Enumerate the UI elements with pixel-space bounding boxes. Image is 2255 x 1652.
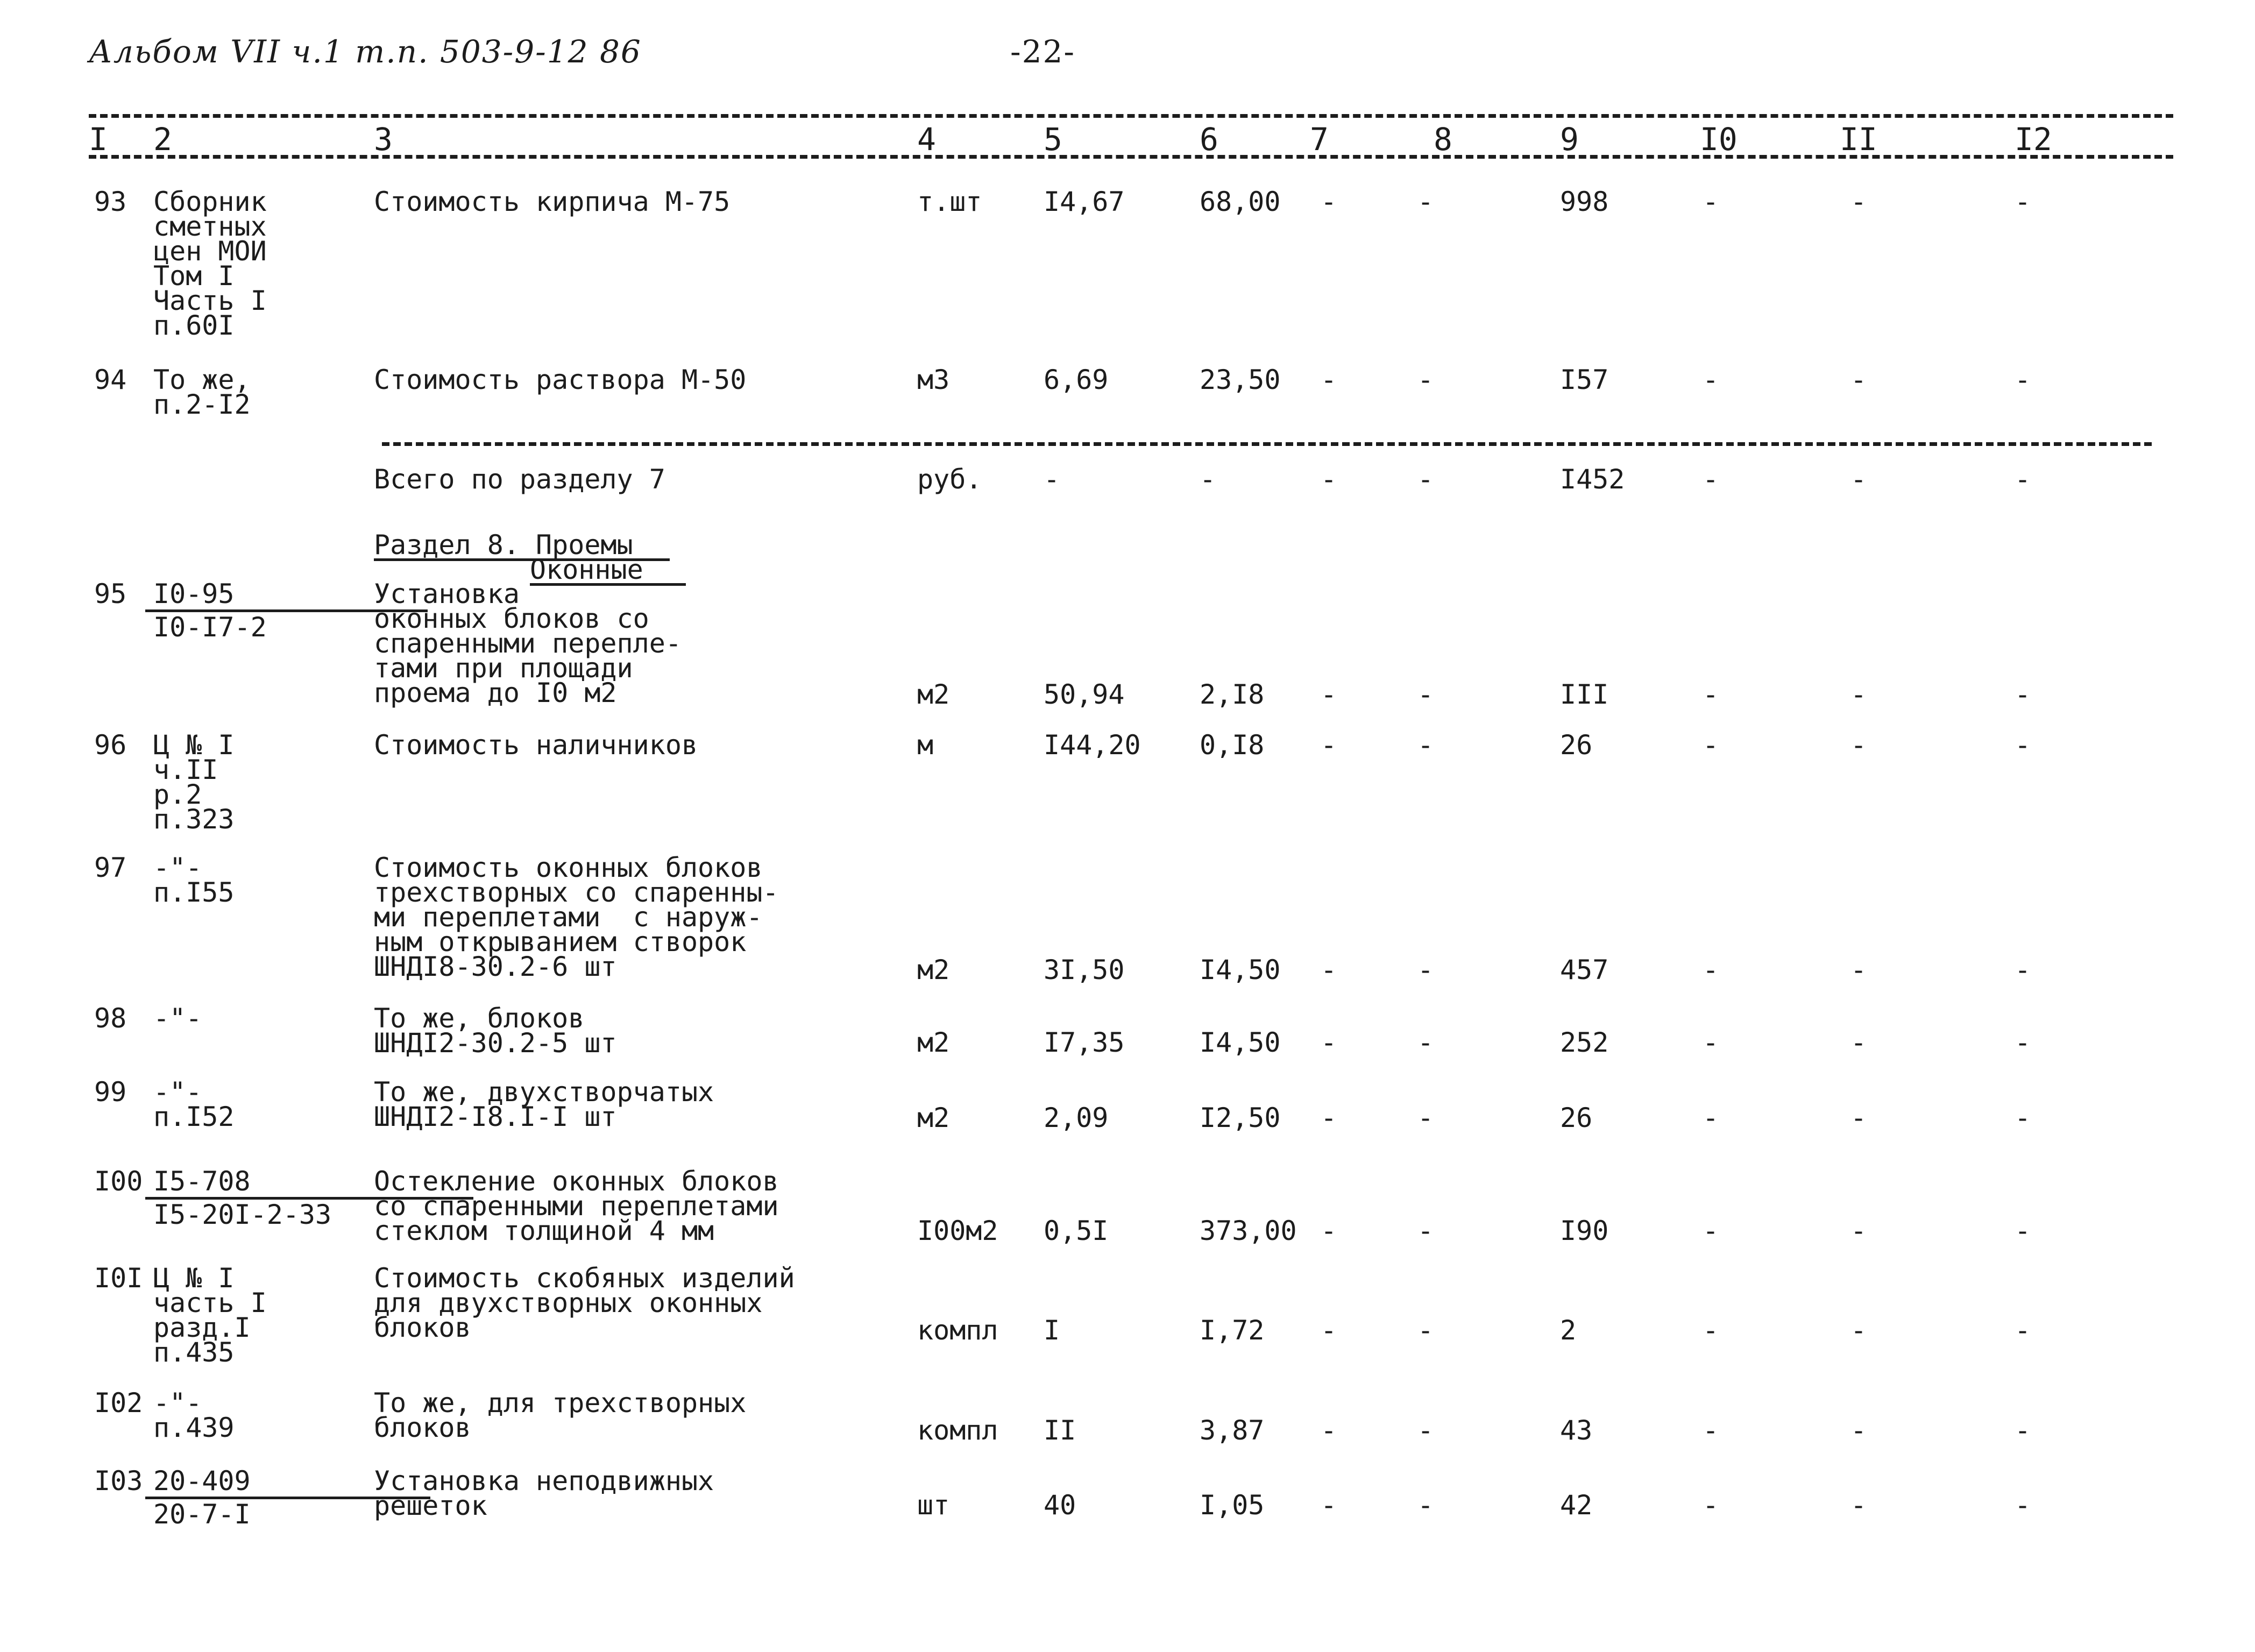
col11-cell: - [1850,364,1867,395]
col8-cell: - [1417,464,1434,495]
source-ref-numerator: 20-409 [153,1465,251,1497]
unit-price-cell: I,72 [1200,1315,1265,1346]
col7-cell: - [1321,464,1337,495]
source-ref-denominator: 20-7-I [153,1499,251,1530]
source-ref-line: п.60I [153,310,235,341]
description-line: проема до I0 м2 [374,677,617,708]
total-cell: 26 [1560,729,1593,761]
source-ref-line: -"- [153,1387,202,1419]
description-line: ным открыванием створок [374,926,747,958]
column-header-6: 6 [1200,121,1218,158]
unit-cell: м2 [917,1027,950,1058]
source-ref-line: Ц № I [153,1263,235,1294]
quantity-cell: 40 [1044,1490,1076,1521]
col10-cell: - [1703,1315,1719,1346]
source-ref-line: цен МОИ [153,236,267,267]
source-ref-line: п.323 [153,804,235,835]
total-cell: I57 [1560,364,1609,395]
quantity-cell: 50,94 [1044,679,1125,710]
unit-cell: шт [917,1490,950,1521]
unit-price-cell: 0,I8 [1200,729,1265,761]
description-line: Стоимость скобяных изделий [374,1263,795,1294]
column-header-12: I2 [2015,121,2052,158]
col11-cell: - [1850,729,1867,761]
col10-cell: - [1703,1415,1719,1446]
col10-cell: - [1703,1490,1719,1521]
col12-cell: - [2015,1490,2031,1521]
description-line: То же, блоков [374,1003,585,1034]
col12-cell: - [2015,1027,2031,1058]
row-number: 99 [94,1076,127,1108]
col11-cell: - [1850,1215,1867,1246]
unit-price-cell: 23,50 [1200,364,1281,395]
col8-cell: - [1417,679,1434,710]
col10-cell: - [1703,1027,1719,1058]
description-line: Установка [374,578,520,609]
quantity-cell: 3I,50 [1044,954,1125,985]
column-header-7: 7 [1310,121,1329,158]
col8-cell: - [1417,1215,1434,1246]
row-number: 93 [94,186,127,217]
source-ref-line: р.2 [153,779,202,810]
col7-cell: - [1321,679,1337,710]
col11-cell: - [1850,1027,1867,1058]
col12-cell: - [2015,1415,2031,1446]
source-ref-line: п.435 [153,1337,235,1368]
quantity-cell: I4,67 [1044,186,1125,217]
col10-cell: - [1703,186,1719,217]
col12-cell: - [2015,364,2031,395]
col11-cell: - [1850,464,1867,495]
col10-cell: - [1703,954,1719,985]
description-line: То же, двухстворчатых [374,1076,714,1108]
row-number: 96 [94,729,127,761]
unit-price-cell: 2,I8 [1200,679,1265,710]
quantity-cell: I7,35 [1044,1027,1125,1058]
unit-cell: компл [917,1315,998,1346]
col12-cell: - [2015,1215,2031,1246]
quantity-cell: 0,5I [1044,1215,1109,1246]
unit-cell: м2 [917,954,950,985]
col11-cell: - [1850,679,1867,710]
unit-cell: м2 [917,679,950,710]
source-ref-line: п.I52 [153,1101,235,1132]
column-header-10: I0 [1700,121,1738,158]
col11-cell: - [1850,1315,1867,1346]
col10-cell: - [1703,1102,1719,1133]
col8-cell: - [1417,954,1434,985]
unit-cell: м2 [917,1102,950,1133]
total-cell: 252 [1560,1027,1609,1058]
unit-price-cell: I2,50 [1200,1102,1281,1133]
row-number: 97 [94,852,127,883]
description-line: То же, для трехстворных [374,1387,747,1419]
row-number: 95 [94,578,127,609]
section-heading: Раздел 8. Проемы [374,529,633,561]
row-number: I02 [94,1387,143,1419]
description-line: Стоимость раствора М-50 [374,364,747,395]
col7-cell: - [1321,954,1337,985]
col11-cell: - [1850,1415,1867,1446]
description-line: Всего по разделу 7 [374,464,665,495]
col12-cell: - [2015,729,2031,761]
source-ref-line: часть I [153,1287,267,1318]
description-line: трехстворных со спаренны- [374,877,779,908]
source-ref-line: п.I55 [153,877,235,908]
row-number: 98 [94,1003,127,1034]
description-line: Стоимость наличников [374,729,698,761]
column-header-3: 3 [374,121,393,158]
col11-cell: - [1850,1102,1867,1133]
col12-cell: - [2015,1102,2031,1133]
source-ref-numerator: I0-95 [153,578,235,609]
description-line: ми переплетами с наруж- [374,902,763,933]
source-ref-line: -"- [153,852,202,883]
quantity-cell: 6,69 [1044,364,1109,395]
source-ref-numerator: I5-708 [153,1166,251,1197]
total-cell: 42 [1560,1490,1593,1521]
col7-cell: - [1321,1490,1337,1521]
total-cell: I452 [1560,464,1625,495]
quantity-cell: - [1044,464,1060,495]
description-line: решеток [374,1490,487,1521]
col7-cell: - [1321,1315,1337,1346]
description-line: Стоимость кирпича М-75 [374,186,731,217]
unit-price-cell: I4,50 [1200,954,1281,985]
description-line: Установка неподвижных [374,1465,714,1497]
col8-cell: - [1417,729,1434,761]
unit-price-cell: I,05 [1200,1490,1265,1521]
description-line: со спаренными переплетами [374,1190,779,1222]
source-ref-denominator: I5-20I-2-33 [153,1199,332,1230]
page-number: -22- [1010,33,1075,70]
col8-cell: - [1417,186,1434,217]
description-line: блоков [374,1312,471,1343]
unit-price-cell: 373,00 [1200,1215,1297,1246]
column-header-2: 2 [153,121,172,158]
unit-cell: компл [917,1415,998,1446]
col12-cell: - [2015,464,2031,495]
col11-cell: - [1850,186,1867,217]
description-line: ШНДI2-I8.I-I шт [374,1101,617,1132]
col12-cell: - [2015,1315,2031,1346]
total-cell: 998 [1560,186,1609,217]
column-header-11: II [1840,121,1877,158]
source-ref-line: Ц № I [153,729,235,761]
column-header-5: 5 [1044,121,1062,158]
total-cell: 2 [1560,1315,1577,1346]
total-cell: III [1560,679,1609,710]
description-line: тами при площади [374,653,633,684]
col10-cell: - [1703,464,1719,495]
source-ref-line: разд.I [153,1312,251,1343]
source-ref-line: Часть I [153,285,267,316]
description-line: стеклом толщиной 4 мм [374,1215,714,1246]
col7-cell: - [1321,1415,1337,1446]
description-line: Стоимость оконных блоков [374,852,763,883]
column-header-9: 9 [1560,121,1579,158]
row-number: 94 [94,364,127,395]
col8-cell: - [1417,1415,1434,1446]
quantity-cell: I44,20 [1044,729,1141,761]
source-ref-line: ч.II [153,754,218,785]
col8-cell: - [1417,1315,1434,1346]
col11-cell: - [1850,954,1867,985]
source-ref-line: сметных [153,211,267,242]
description-line: ШНДI8-30.2-6 шт [374,951,617,982]
header-rule-top [89,114,2173,118]
total-cell: I90 [1560,1215,1609,1246]
unit-cell: м3 [917,364,950,395]
total-cell: 26 [1560,1102,1593,1133]
col10-cell: - [1703,679,1719,710]
col7-cell: - [1321,186,1337,217]
unit-price-cell: - [1200,464,1216,495]
source-ref-line: -"- [153,1076,202,1108]
unit-price-cell: I4,50 [1200,1027,1281,1058]
quantity-cell: II [1044,1415,1076,1446]
description-line: блоков [374,1412,471,1443]
description-line: оконных блоков со [374,603,649,634]
unit-price-cell: 68,00 [1200,186,1281,217]
col12-cell: - [2015,679,2031,710]
unit-cell: т.шт [917,186,982,217]
source-ref-line: Сборник [153,186,267,217]
album-reference: Альбом VII ч.1 т.п. 503-9-12 86 [89,33,642,70]
source-ref-denominator: I0-I7-2 [153,612,267,643]
column-header-4: 4 [917,121,936,158]
col8-cell: - [1417,364,1434,395]
description-line: спаренными перепле- [374,628,682,659]
total-cell: 43 [1560,1415,1593,1446]
col8-cell: - [1417,1027,1434,1058]
col10-cell: - [1703,729,1719,761]
quantity-cell: I [1044,1315,1060,1346]
col10-cell: - [1703,1215,1719,1246]
col7-cell: - [1321,1102,1337,1133]
description-line: Остекление оконных блоков [374,1166,779,1197]
row-number: I0I [94,1263,143,1294]
col8-cell: - [1417,1102,1434,1133]
row-number: I00 [94,1166,143,1197]
unit-cell: I00м2 [917,1215,998,1246]
row-number: I03 [94,1465,143,1497]
subtotal-rule [382,442,2152,446]
col7-cell: - [1321,729,1337,761]
col12-cell: - [2015,954,2031,985]
source-ref-line: п.439 [153,1412,235,1443]
source-ref-line: То же, [153,364,251,395]
section-heading-sub: Оконные [530,554,643,585]
column-header-1: I [89,121,108,158]
col7-cell: - [1321,1027,1337,1058]
unit-cell: руб. [917,464,982,495]
col7-cell: - [1321,1215,1337,1246]
col12-cell: - [2015,186,2031,217]
source-ref-line: Том I [153,260,235,292]
quantity-cell: 2,09 [1044,1102,1109,1133]
source-ref-line: -"- [153,1003,202,1034]
col10-cell: - [1703,364,1719,395]
description-line: для двухстворных оконных [374,1287,763,1318]
col11-cell: - [1850,1490,1867,1521]
unit-price-cell: 3,87 [1200,1415,1265,1446]
source-ref-line: п.2-I2 [153,389,251,420]
column-header-8: 8 [1434,121,1452,158]
total-cell: 457 [1560,954,1609,985]
unit-cell: м [917,729,934,761]
col7-cell: - [1321,364,1337,395]
description-line: ШНДI2-30.2-5 шт [374,1027,617,1059]
section-heading-sub-underline [530,583,686,586]
col8-cell: - [1417,1490,1434,1521]
